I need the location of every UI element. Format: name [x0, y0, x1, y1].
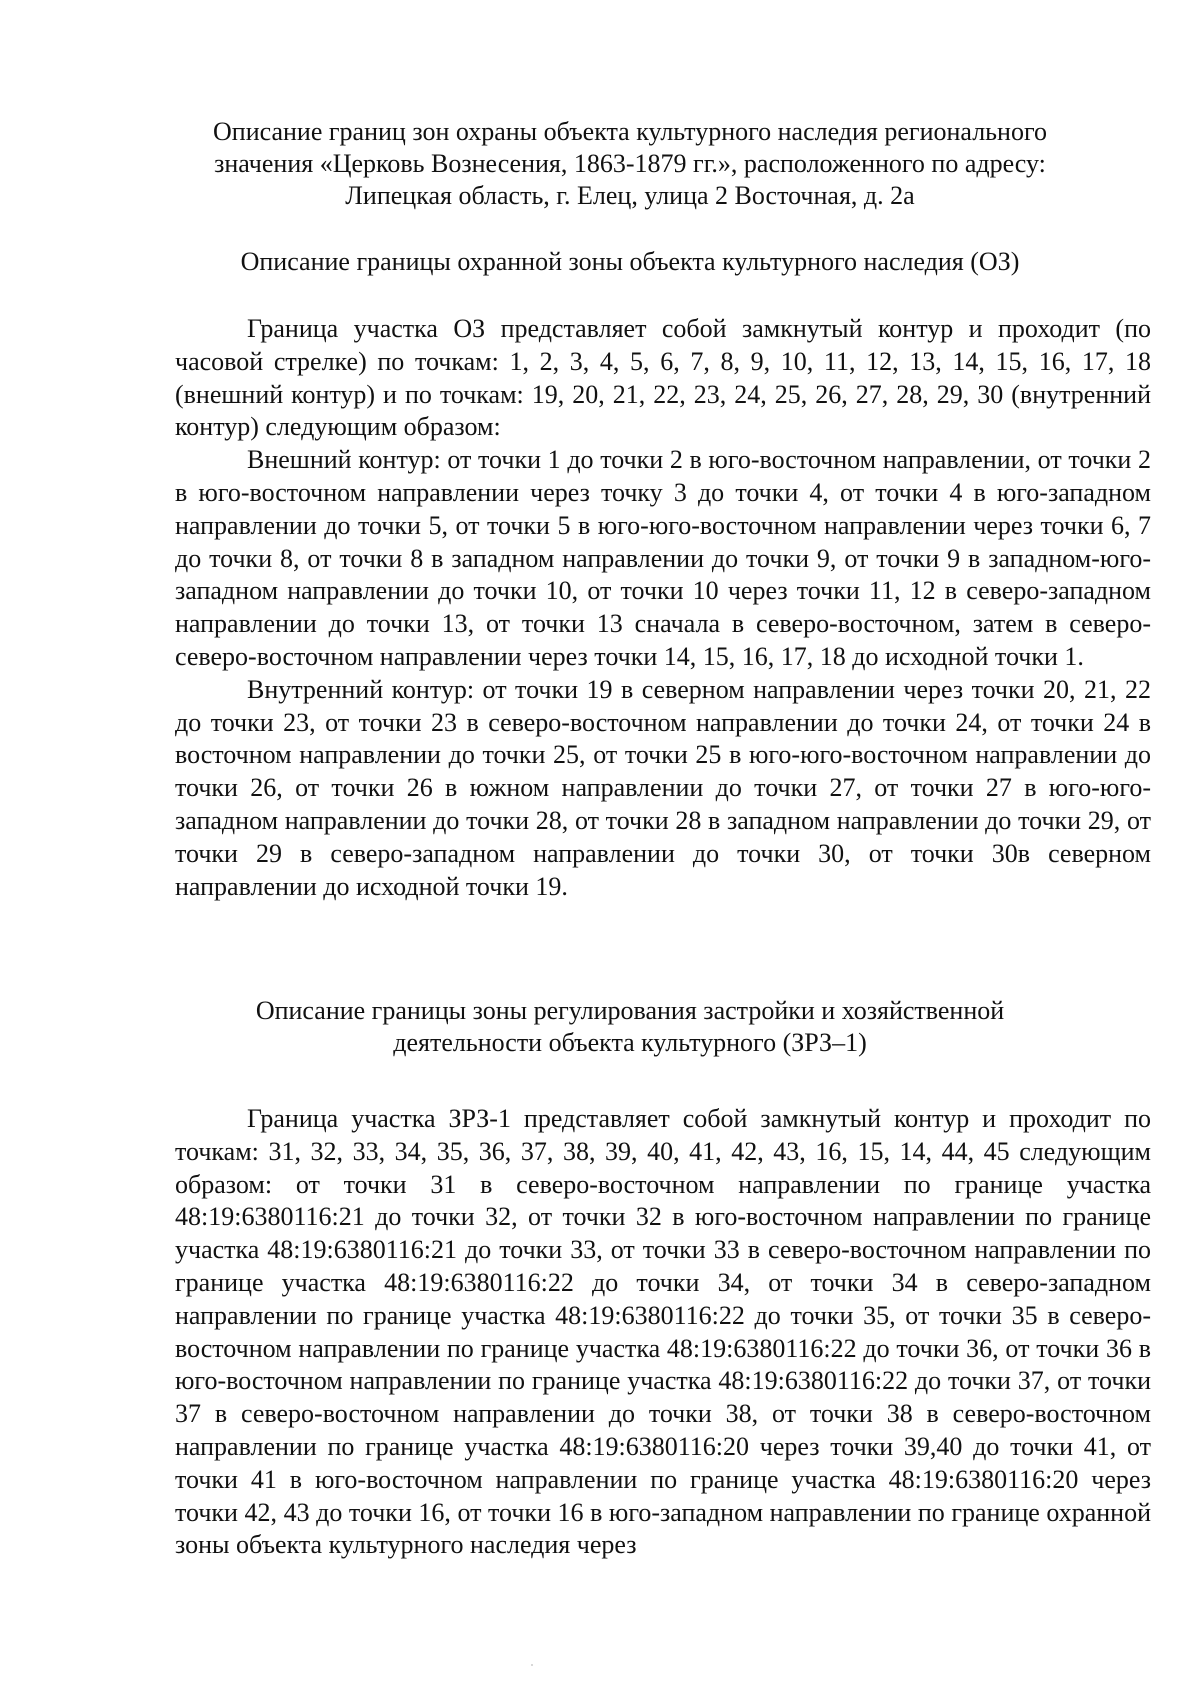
oz-inner-contour-paragraph: Внутренний контур: от точки 19 в северном направлении через точки 20, 21, 22 до точки 23, от точки 23 в северо-восточном направлении до точки 24, от точки 24 в восточном направлении до точки 25, от точки 25 в юго-юго-восточном направлении до точки 26, от точки 26 в южном направлении до точки 27, от точки 27 в юго-юго-западном направлении до точки 28, от точки 28 в западном направлении до точки 29, от точки 29 в северо-западном направлении до точки 30, от точки 30в северном направлении до исходной точки 19.: [175, 674, 1151, 901]
zrz-body-paragraph: Граница участка ЗРЗ-1 представляет собой замкнутый контур и проходит по точкам: 31, 32, 33, 34, 35, 36, 37, 38, 39, 40, 41, 42, 43, 16, 15, 14, 44, 45 следующим образом: от точки 31 в северо-восточном направлении по границе участка 48:19:6380116:21 до точки 32, от точки 32 в юго-восточном направлении по границе участка 48:19:6380116:21 до точки 33, от точки 33 в северо-восточном направлении по границе участка 48:19:6380116:22 до точки 34, от точки 34 в северо-западном направлении по границе участка 48:19:6380116:22 до точки 35, от точки 35 в северо-восточном направлении по границе участка 48:19:6380116:22 до точки 36, от точки 36 в юго-восточном направлении по границе участка 48:19:6380116:22 до точки 37, от точки 37 в северо-восточном направлении до точки 38, от точки 38 в северо-восточном направлении по границе участка 48:19:6380116:20 через точки 39,40 до точки 41, от точки 41 в юго-восточном направлении по границе участка 48:19:6380116:20 через точки 42, 43 до точки 16, от точки 16 в юго-западном направлении по границе охранной зоны объекта культурного наследия через: [175, 1104, 1151, 1560]
header-line-1: Описание границ зон охраны объекта культурного наследия регионального: [213, 117, 1047, 146]
zrz-title-line-2: деятельности объекта культурного (ЗРЗ–1): [393, 1028, 867, 1057]
zrz-section-title: [150, 995, 1110, 1059]
header-line-2: значения «Церковь Вознесения, 1863-1879 гг.», расположенного по адресу:: [214, 149, 1046, 178]
document-header: [150, 116, 1110, 212]
zrz-section-body: [175, 1103, 1151, 1562]
oz-title-text: Описание границы охранной зоны объекта культурного наследия (ОЗ): [240, 247, 1020, 276]
scan-speck: [531, 1664, 533, 1666]
header-line-3: Липецкая область, г. Елец, улица 2 Восточная, д. 2а: [345, 181, 915, 210]
oz-intro-paragraph: Граница участка ОЗ представляет собой замкнутый контур и проходит (по часовой стрелке) по точкам: 1, 2, 3, 4, 5, 6, 7, 8, 9, 10, 11, 12, 13, 14, 15, 16, 17, 18 (внешний контур) и по точкам: 19, 20, 21, 22, 23, 24, 25, 26, 27, 28, 29, 30 (внутренний контур) следующим образом:: [175, 314, 1151, 442]
zrz-title-line-1: Описание границы зоны регулирования застройки и хозяйственной: [255, 996, 1005, 1025]
oz-section-body: [175, 313, 1151, 903]
oz-outer-contour-paragraph: Внешний контур: от точки 1 до точки 2 в юго-восточном направлении, от точки 2 в юго-восточном направлении через точку 3 до точки 4, от точки 4 в юго-западном направлении до точки 5, от точки 5 в юго-юго-восточном направлении через точки 6, 7 до точки 8, от точки 8 в западном направлении до точки 9, от точки 9 в западном-юго-западном направлении до точки 10, от точки 10 через точки 11, 12 в северо-западном направлении до точки 13, от точки 13 сначала в северо-восточном, затем в северо-северо-восточном направлении через точки 14, 15, 16, 17, 18 до исходной точки 1.: [175, 445, 1151, 671]
oz-section-title: [150, 246, 1110, 278]
